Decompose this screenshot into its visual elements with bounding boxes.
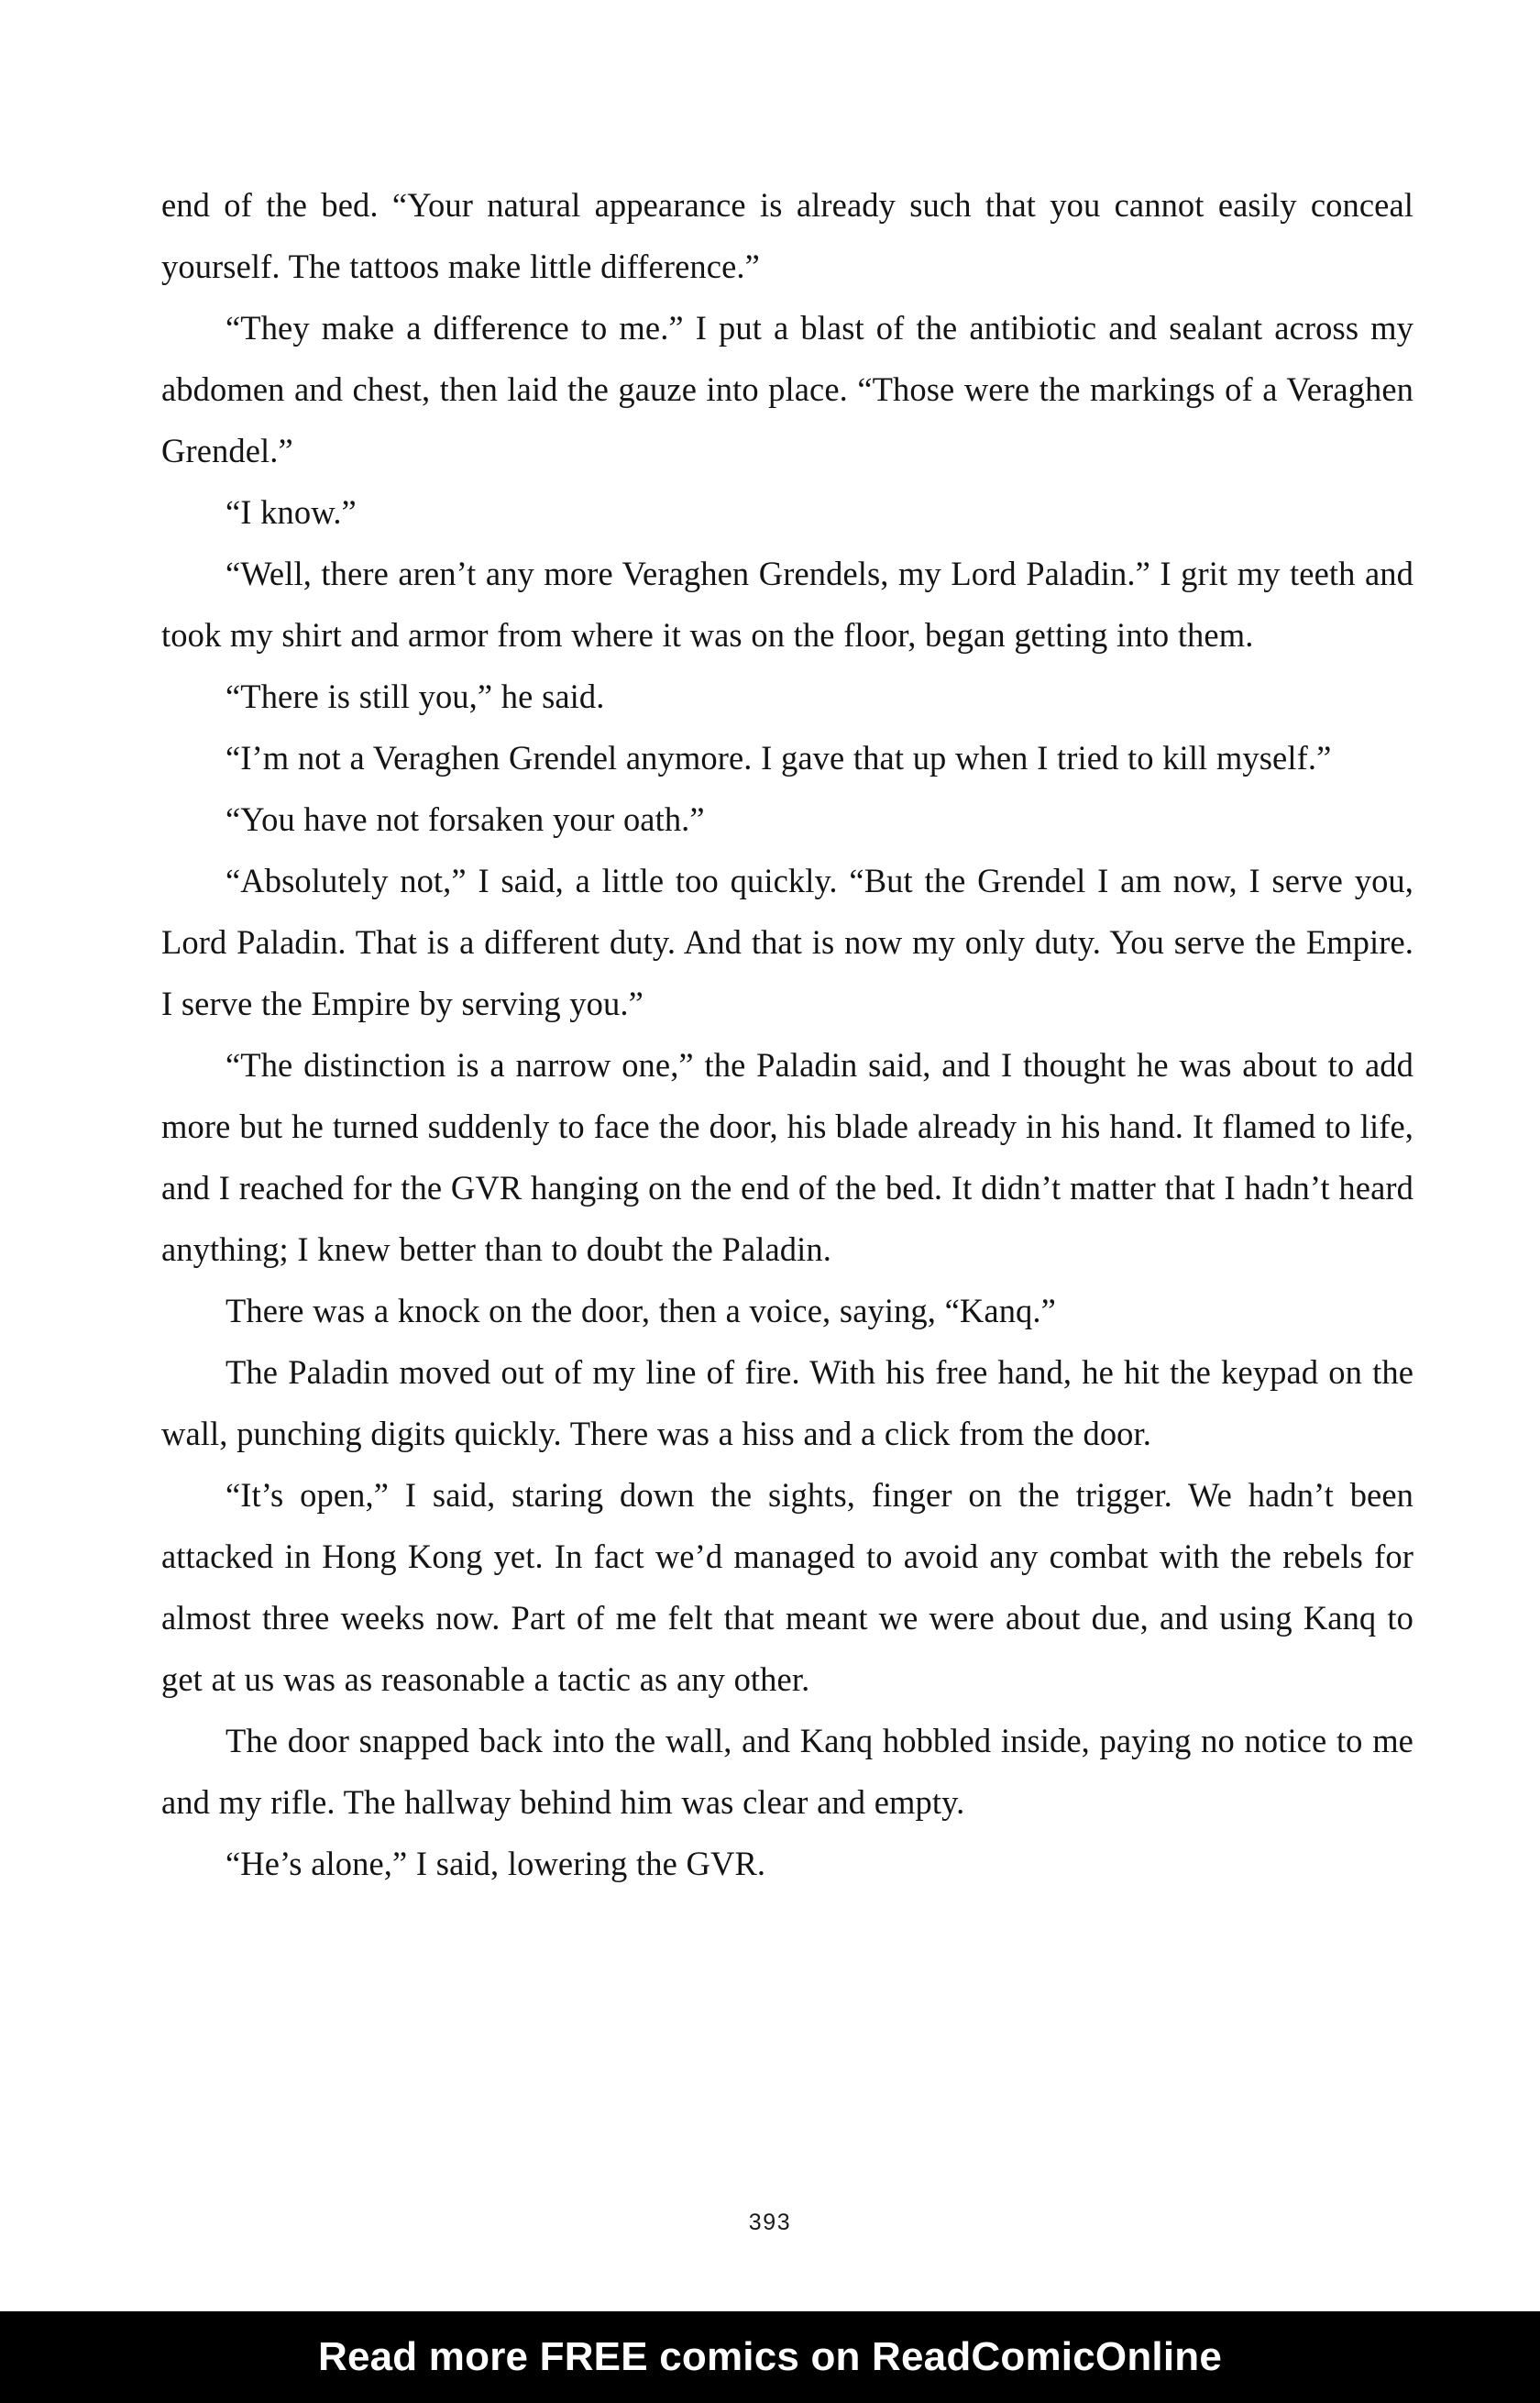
paragraph: The Paladin moved out of my line of fire. With his free hand, he hit the keypad on the wall, punching digits quickly. There was a hiss and a click from the door.: [161, 1353, 1414, 1452]
paragraph: end of the bed. “Your natural appearance is already such that you cannot easily conceal yourself. The tattoos make little difference.”: [161, 186, 1414, 285]
paragraph: “I’m not a Veraghen Grendel anymore. I gave that up when I tried to kill myself.”: [226, 739, 1332, 777]
footer-promo-banner[interactable]: [0, 2311, 1540, 2403]
paragraph: “There is still you,” he said.: [226, 678, 605, 715]
page-number: 393: [748, 2210, 792, 2235]
paragraph: “It’s open,” I said, staring down the sights, finger on the trigger. We hadn’t been attacked in Hong Kong yet. In fact we’d managed to avoid any combat with the rebels for almost three weeks now. Part of me felt that meant we were about due, and using Kanq to get at us was as reasonable a tactic as any other.: [161, 1476, 1414, 1698]
paragraph: There was a knock on the door, then a voice, saying, “Kanq.”: [226, 1292, 1056, 1329]
footer-promo-text: Read more FREE comics on ReadComicOnline: [317, 2334, 1222, 2379]
page-body-text: [161, 174, 1414, 1894]
paragraph: “They make a difference to me.” I put a blast of the antibiotic and sealant across my abdomen and chest, then laid the gauze into place. “Those were the markings of a Veraghen Grendel.”: [161, 309, 1414, 469]
paragraph: “I know.”: [226, 493, 357, 531]
paragraph: “The distinction is a narrow one,” the Paladin said, and I thought he was about to add more but he turned suddenly to face the door, his blade already in his hand. It flamed to life, and I reached for the GVR hanging on the end of the bed. It didn’t matter that I hadn’t heard anything; I knew better than to doubt the Paladin.: [161, 1046, 1414, 1268]
paragraph: “Well, there aren’t any more Veraghen Grendels, my Lord Paladin.” I grit my teeth and took my shirt and armor from where it was on the floor, began getting into them.: [161, 555, 1414, 654]
paragraph: “Absolutely not,” I said, a little too quickly. “But the Grendel I am now, I serve you, Lord Paladin. That is a different duty. And that is now my only duty. You serve the Empire. I serve the Empire by serving you.”: [161, 862, 1414, 1022]
paragraph: The door snapped back into the wall, and Kanq hobbled inside, paying no notice to me and my rifle. The hallway behind him was clear and empty.: [161, 1722, 1414, 1821]
paragraph: “You have not forsaken your oath.”: [226, 800, 705, 838]
paragraph: “He’s alone,” I said, lowering the GVR.: [226, 1845, 766, 1882]
